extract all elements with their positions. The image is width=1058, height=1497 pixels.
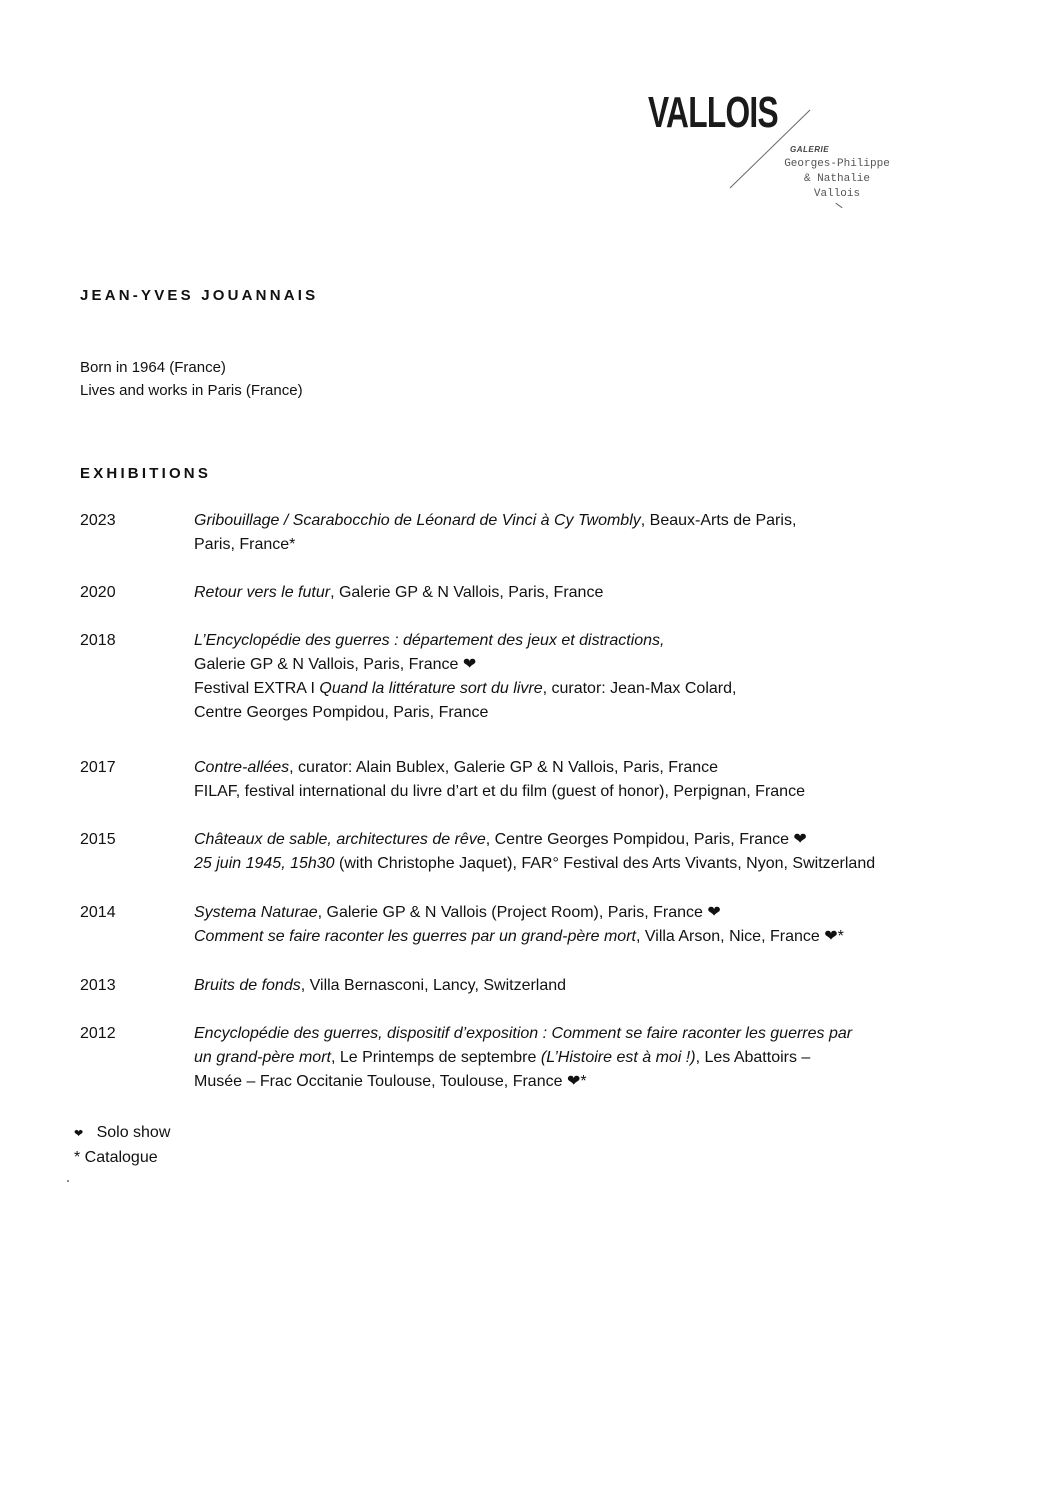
exhibitions-heading: EXHIBITIONS: [80, 465, 212, 482]
gallery-logo: [640, 88, 920, 208]
exhibition-text: , Galerie GP & N Vallois, Paris, France: [330, 584, 604, 601]
artist-lives: Lives and works in Paris (France): [80, 382, 303, 399]
exhibition-text: , Villa Arson, Nice, France ❤*: [635, 928, 844, 945]
exhibition-line: [194, 629, 994, 653]
exhibition-year: 2018: [80, 632, 116, 649]
exhibition-text: , Beaux-Arts de Paris,: [640, 512, 797, 529]
logo-name-line: & Nathalie: [803, 173, 870, 185]
legend-solo-label: Solo show: [96, 1124, 171, 1141]
exhibition-line: [194, 509, 994, 533]
exhibition-line: [194, 901, 994, 925]
exhibition-line: [194, 756, 994, 780]
exhibition-line: [194, 852, 994, 876]
exhibition-title: L’Encyclopédie des guerres : département des jeux et distractions,: [194, 632, 665, 649]
exhibition-line: [194, 701, 994, 725]
exhibition-line: [194, 925, 994, 949]
artist-name: JEAN-YVES JOUANNAIS: [80, 287, 319, 304]
exhibition-title: Encyclopédie des guerres, dispositif d’exposition : Comment se faire raconter les guerres par: [194, 1025, 853, 1042]
exhibition-lines: [194, 581, 994, 605]
exhibition-line: [194, 780, 994, 804]
logo-wordmark: VALLOIS: [648, 88, 778, 137]
exhibition-lines: [194, 974, 994, 998]
exhibition-title: Retour vers le futur: [194, 584, 331, 601]
artist-born: Born in 1964 (France): [80, 359, 226, 376]
exhibition-year: 2013: [80, 977, 116, 994]
exhibition-text: , Galerie GP & N Vallois (Project Room), Paris, France ❤: [317, 904, 721, 921]
exhibition-title: Gribouillage / Scarabocchio de Léonard de Vinci à Cy Twombly: [194, 512, 641, 529]
exhibition-text: , Le Printemps de septembre: [330, 1049, 541, 1066]
exhibition-text: , curator: Alain Bublex, Galerie GP & N Vallois, Paris, France: [289, 759, 719, 776]
exhibition-title: Comment se faire raconter les guerres par un grand-père mort: [194, 928, 636, 945]
exhibition-text: , curator: Jean-Max Colard,: [542, 680, 737, 697]
exhibition-line: [194, 533, 994, 557]
exhibition-line: [194, 1070, 994, 1094]
logo-galerie-label: GALERIE: [790, 145, 830, 154]
exhibition-text: Centre Georges Pompidou, Paris, France: [194, 704, 489, 721]
exhibition-lines: [194, 509, 994, 557]
exhibition-text: , Villa Bernasconi, Lancy, Switzerland: [300, 977, 567, 994]
logo-tick-mark: [835, 203, 842, 208]
legend-solo-row: [74, 1121, 170, 1146]
exhibition-title: Bruits de fonds: [194, 977, 301, 994]
exhibition-title: (L’Histoire est à moi !): [540, 1049, 696, 1066]
exhibition-line: [194, 1022, 994, 1046]
exhibition-title: Systema Naturae: [194, 904, 318, 921]
exhibition-lines: [194, 828, 994, 876]
exhibition-lines: [194, 901, 994, 949]
exhibition-text: Festival EXTRA I: [194, 680, 320, 697]
exhibition-text: , Les Abattoirs –: [695, 1049, 811, 1066]
exhibition-year: 2023: [80, 512, 116, 529]
exhibition-text: Galerie GP & N Vallois, Paris, France ❤: [194, 656, 477, 673]
exhibition-line: [194, 653, 994, 677]
exhibition-year: 2014: [80, 904, 116, 921]
exhibition-line: [194, 974, 994, 998]
exhibition-text: Paris, France*: [194, 536, 296, 553]
heart-icon: ❤: [74, 1128, 84, 1140]
legend-catalogue-label: * Catalogue: [74, 1149, 158, 1166]
exhibition-text: Musée – Frac Occitanie Toulouse, Toulouse, France ❤*: [194, 1073, 587, 1090]
exhibition-title: Contre-allées: [194, 759, 290, 776]
exhibition-text: (with Christophe Jaquet), FAR° Festival des Arts Vivants, Nyon, Switzerland: [334, 855, 876, 872]
exhibition-year: 2020: [80, 584, 116, 601]
exhibition-line: [194, 1046, 994, 1070]
exhibition-text: FILAF, festival international du livre d’art et du film (guest of honor), Perpignan, France: [194, 783, 805, 800]
logo-name-line: Georges-Philippe: [784, 158, 890, 170]
exhibition-title: Châteaux de sable, architectures de rêve: [194, 831, 486, 848]
exhibition-title: un grand-père mort: [194, 1049, 331, 1066]
exhibition-line: [194, 677, 994, 701]
exhibition-lines: [194, 1022, 994, 1094]
exhibition-year: 2017: [80, 759, 116, 776]
exhibition-lines: [194, 629, 994, 725]
exhibition-year: 2012: [80, 1025, 116, 1042]
exhibition-title: Quand la littérature sort du livre: [319, 680, 543, 697]
legend: [74, 1121, 170, 1169]
exhibition-year: 2015: [80, 831, 116, 848]
logo-name-line: Vallois: [813, 188, 861, 200]
exhibition-text: , Centre Georges Pompidou, Paris, France ❤: [485, 831, 807, 848]
exhibition-title: 25 juin 1945, 15h30: [194, 855, 335, 872]
stray-dot: [67, 1180, 69, 1182]
logo-gallery-names: [762, 157, 912, 202]
artist-bio: [80, 356, 303, 402]
exhibition-line: [194, 828, 994, 852]
exhibition-line: [194, 581, 994, 605]
exhibition-lines: [194, 756, 994, 804]
